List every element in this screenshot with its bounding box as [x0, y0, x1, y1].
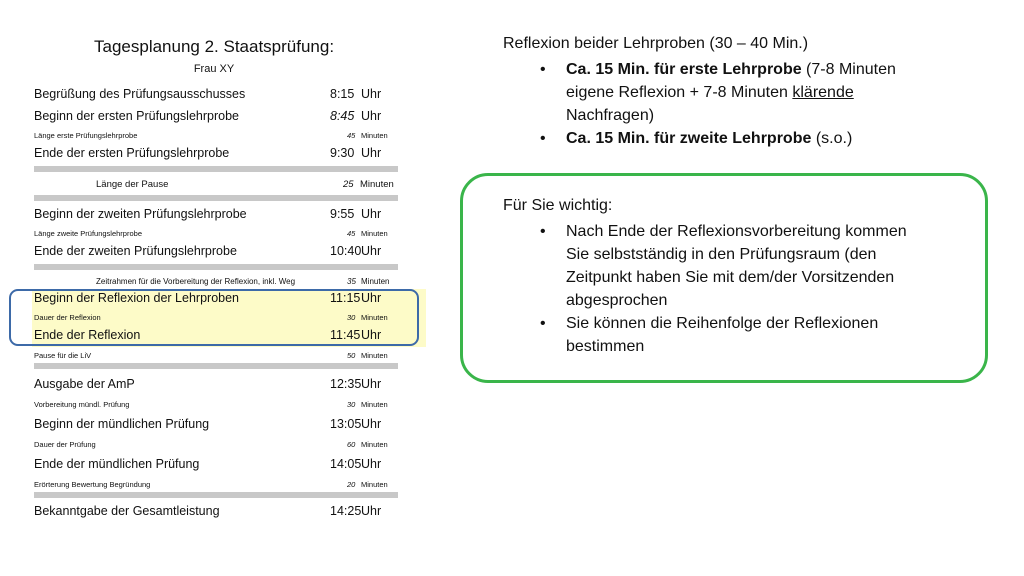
row-label: Begrüßung des Prüfungsausschusses [34, 87, 246, 101]
row-unit: Minuten [361, 351, 388, 360]
important-bullet-list [540, 220, 940, 358]
bullet-dot: • [540, 130, 546, 147]
row-label: Erörterung Bewertung Begründung [34, 480, 151, 489]
list-item [540, 58, 940, 127]
row-unit: Uhr [361, 109, 382, 123]
row-time: 14:05 [330, 457, 362, 471]
row-label: Pause für die LiV [34, 351, 92, 360]
list-item [540, 127, 940, 150]
schedule-document [30, 0, 398, 576]
row-time: 30 [347, 400, 356, 409]
row-time: 8:15 [330, 87, 355, 101]
row-time: 12:35 [330, 377, 362, 391]
row-time: 35 [347, 277, 356, 286]
row-unit: Uhr [361, 504, 382, 518]
bullet-text: abgesprochen [566, 292, 668, 309]
list-item [540, 312, 940, 358]
row-unit: Uhr [361, 207, 382, 221]
separator-bar [34, 166, 398, 172]
bullet-text: eigene Reflexion + 7-8 Minuten [566, 84, 793, 101]
row-unit: Minuten [361, 440, 388, 449]
reflexion-bullet-list [540, 58, 940, 150]
row-unit: Uhr [361, 87, 382, 101]
row-label: Ende der ersten Prüfungslehrprobe [34, 146, 230, 160]
row-time: 20 [347, 480, 356, 489]
separator-bar [34, 195, 398, 201]
row-unit: Minuten [361, 313, 388, 322]
row-time: 45 [347, 131, 356, 140]
row-time: 60 [347, 440, 356, 449]
bullet-text: Sie können die Reihenfolge der Reflexionen [566, 315, 879, 332]
row-unit: Uhr [361, 457, 382, 471]
row-label: Dauer der Prüfung [34, 440, 96, 449]
bullet-text: (7-8 Minuten [801, 61, 896, 78]
separator-bar [34, 363, 398, 369]
bullet-text: Nach Ende der Reflexionsvorbereitung kommen [566, 223, 907, 240]
row-label: Länge der Pause [96, 179, 169, 190]
bullet-text: Sie selbstständig in den Prüfungsraum (den [566, 246, 877, 263]
underlined-word: klärende [792, 84, 854, 101]
row-time: 8:45 [330, 109, 355, 123]
row-unit: Minuten [360, 179, 394, 190]
bullet-dot: • [540, 61, 546, 78]
row-label: Ende der zweiten Prüfungslehrprobe [34, 244, 237, 258]
bullet-text: (s.o.) [811, 130, 853, 147]
row-unit: Minuten [361, 131, 388, 140]
row-label: Bekanntgabe der Gesamtleistung [34, 504, 220, 518]
bullet-dot: • [540, 315, 546, 332]
row-label: Beginn der ersten Prüfungslehrprobe [34, 109, 239, 123]
row-label: Vorbereitung mündl. Prüfung [34, 400, 130, 409]
row-time: 30 [347, 313, 356, 322]
row-label: Ausgabe der AmP [34, 377, 135, 391]
row-label: Beginn der Reflexion der Lehrproben [34, 291, 239, 305]
row-unit: Minuten [361, 277, 390, 286]
row-unit: Uhr [361, 291, 382, 305]
row-label: Ende der mündlichen Prüfung [34, 457, 200, 471]
row-time: 11:15 [330, 291, 361, 305]
separator-bar [34, 492, 398, 498]
list-item [540, 220, 940, 312]
row-unit: Minuten [361, 480, 388, 489]
row-time: 45 [347, 229, 356, 238]
row-unit: Uhr [361, 417, 382, 431]
row-time: 50 [347, 351, 356, 360]
schedule-title: Tagesplanung 2. Staatsprüfung: [94, 37, 335, 56]
bullet-text: Zeitpunkt haben Sie mit dem/der Vorsitzenden [566, 269, 895, 286]
row-label: Beginn der zweiten Prüfungslehrprobe [34, 207, 247, 221]
row-unit: Uhr [361, 244, 382, 258]
row-label: Länge zweite Prüfungslehrprobe [34, 229, 142, 238]
row-time: 13:05 [330, 417, 362, 431]
row-time: 9:30 [330, 146, 355, 160]
reflexion-heading: Reflexion beider Lehrproben (30 – 40 Min.) [503, 35, 809, 52]
bullet-text: Nachfragen) [566, 107, 655, 124]
row-label: Dauer der Reflexion [34, 313, 101, 322]
row-unit: Minuten [361, 400, 388, 409]
row-unit: Uhr [361, 146, 382, 160]
row-label: Beginn der mündlichen Prüfung [34, 417, 210, 431]
bullet-bold: Ca. 15 Min. für zweite Lehrprobe [566, 130, 812, 147]
schedule-subtitle: Frau XY [193, 63, 235, 75]
important-heading: Für Sie wichtig: [503, 197, 613, 214]
bullet-dot: • [540, 223, 546, 240]
bullet-text: bestimmen [566, 338, 645, 355]
row-time: 9:55 [330, 207, 355, 221]
bullet-bold: Ca. 15 Min. für erste Lehrprobe [566, 61, 802, 78]
row-time: 10:40 [330, 244, 362, 258]
row-label: Zeitrahmen für die Vorbereitung der Reflexion, inkl. Weg [96, 277, 296, 286]
row-time: 11:45 [330, 328, 361, 342]
row-label: Ende der Reflexion [34, 328, 141, 342]
row-unit: Uhr [361, 328, 382, 342]
row-time: 14:25 [330, 504, 362, 518]
separator-bar [34, 264, 398, 270]
row-unit: Minuten [361, 229, 388, 238]
row-unit: Uhr [361, 377, 382, 391]
row-label: Länge erste Prüfungslehrprobe [34, 131, 138, 140]
row-time: 25 [343, 179, 354, 190]
